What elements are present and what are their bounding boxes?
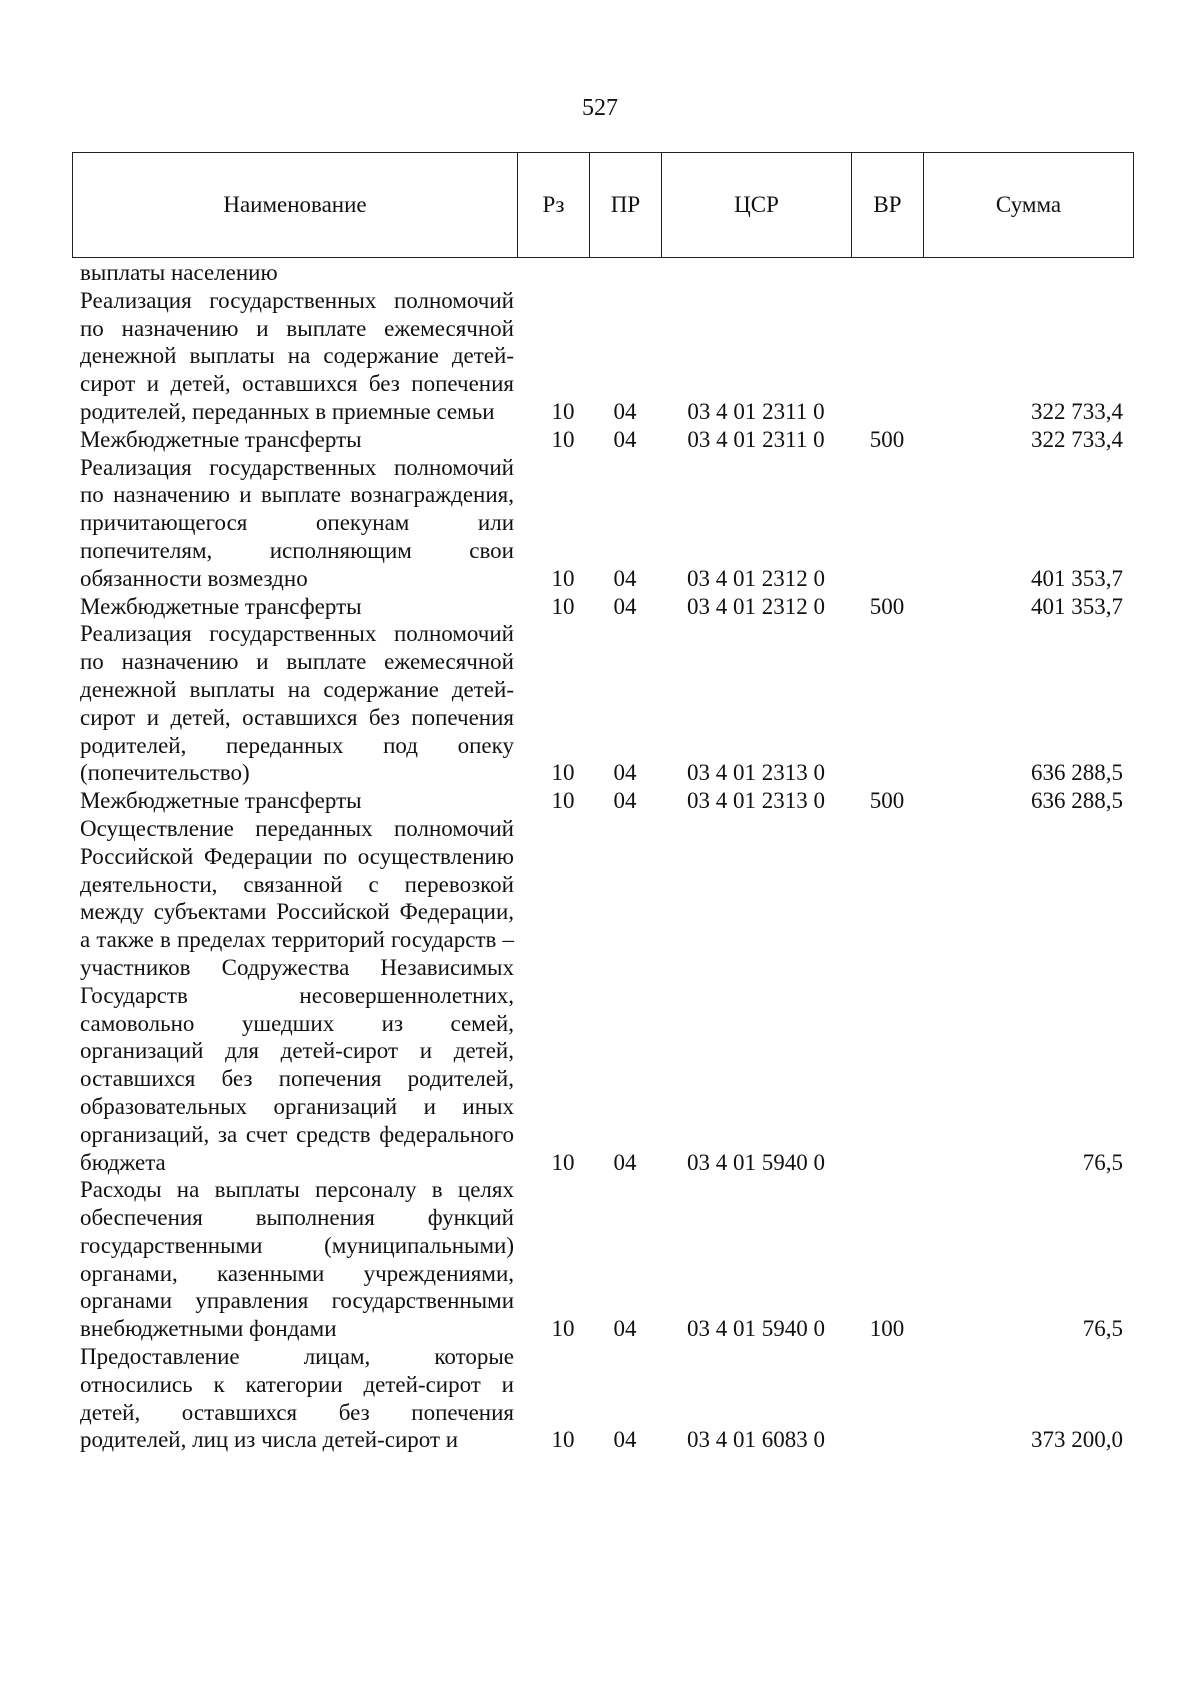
row-sum: 636 288,5	[1031, 788, 1123, 814]
row-vr: 500	[869, 788, 905, 814]
row-csr: 03 4 01 2312 0	[687, 565, 825, 591]
row-sum: 401 353,7	[1031, 593, 1123, 619]
row-csr: 03 4 01 2312 0	[687, 593, 825, 619]
row-rz: 10	[551, 426, 575, 452]
row-name: Осуществление переданных полномочий Российской Федерации по осуществлению деятельности, связанной с перевозкой между субъектами Российской Федерации, а также в пределах территорий государств – участников Содружества Независимых Государств несовершеннолетних, самовольно ушедших из семей, организаций для детей-сирот и детей, оставшихся без попечения родителей, образовательных организаций и иных организаций, за счет средств федерального бюджета	[80, 815, 514, 1175]
table-row	[72, 259, 1133, 287]
row-sum	[923, 259, 1133, 287]
row-vr	[851, 259, 923, 287]
table-row	[72, 1343, 1133, 1454]
row-name: Реализация государственных полномочий по назначению и выплате вознаграждения, причитающегося опекунам или попечителям, исполняющим свои обязанности возмездно	[80, 454, 514, 591]
row-rz: 10	[551, 593, 575, 619]
table-row	[72, 1176, 1133, 1343]
header-row	[73, 153, 1134, 258]
row-vr: 500	[869, 426, 905, 452]
header-vr: ВР	[852, 153, 924, 258]
row-rz: 10	[551, 398, 575, 424]
row-pr: 04	[613, 1427, 637, 1453]
header-sum: Сумма	[924, 153, 1134, 258]
row-name: Расходы на выплаты персоналу в целях обеспечения выполнения функций государственными (муниципальными) органами, казенными учреждениями, органами управления государственными внебюджетными фондами	[80, 1177, 514, 1342]
row-name: Реализация государственных полномочий по назначению и выплате ежемесячной денежной выплаты на содержание детей-сирот и детей, оставшихся без попечения родителей, переданных под опеку (попечительство)	[80, 621, 514, 786]
row-pr	[589, 259, 661, 287]
row-pr: 04	[613, 760, 637, 786]
row-csr: 03 4 01 2313 0	[687, 788, 825, 814]
row-pr: 04	[613, 398, 637, 424]
table-row	[72, 287, 1133, 426]
row-vr	[851, 287, 923, 426]
row-pr: 04	[613, 426, 637, 452]
row-pr: 04	[613, 1149, 637, 1175]
row-pr: 04	[613, 788, 637, 814]
header-name: Наименование	[73, 153, 518, 258]
row-sum: 636 288,5	[1031, 760, 1123, 786]
row-csr: 03 4 01 5940 0	[687, 1316, 825, 1342]
row-sum: 322 733,4	[1031, 426, 1123, 452]
table-row	[72, 787, 1133, 815]
budget-table-header	[72, 152, 1134, 258]
row-vr	[851, 1343, 923, 1454]
header-rz: Рз	[518, 153, 590, 258]
table-row	[72, 426, 1133, 454]
row-csr	[661, 259, 851, 287]
row-rz: 10	[551, 1427, 575, 1453]
header-csr: ЦСР	[662, 153, 852, 258]
row-name: Реализация государственных полномочий по назначению и выплате ежемесячной денежной выплаты на содержание детей-сирот и детей, оставшихся без попечения родителей, переданных в приемные семьи	[80, 287, 514, 424]
row-vr	[851, 620, 923, 787]
row-csr: 03 4 01 2311 0	[687, 426, 825, 452]
row-name: Межбюджетные трансферты	[80, 593, 362, 619]
page-number: 527	[582, 95, 618, 121]
row-pr: 04	[613, 1316, 637, 1342]
row-name: выплаты населению	[80, 260, 278, 285]
row-csr: 03 4 01 5940 0	[687, 1149, 825, 1175]
row-sum: 373 200,0	[1031, 1427, 1123, 1453]
row-csr: 03 4 01 6083 0	[687, 1427, 825, 1453]
table-row	[72, 620, 1133, 787]
table-row	[72, 815, 1133, 1176]
row-pr: 04	[613, 565, 637, 591]
row-vr: 500	[869, 593, 905, 619]
row-rz	[517, 259, 589, 287]
row-name: Предоставление лицам, которые относились к категории детей-сирот и детей, оставшихся без попечения родителей, лиц из числа детей-сирот и	[80, 1344, 514, 1453]
row-sum: 76,5	[1082, 1149, 1123, 1175]
row-vr	[851, 815, 923, 1176]
table-row	[72, 454, 1133, 593]
row-vr: 100	[869, 1316, 905, 1342]
row-csr: 03 4 01 2313 0	[687, 760, 825, 786]
row-pr: 04	[613, 593, 637, 619]
row-rz: 10	[551, 1316, 575, 1342]
row-rz: 10	[551, 1149, 575, 1175]
row-name: Межбюджетные трансферты	[80, 426, 362, 452]
row-rz: 10	[551, 788, 575, 814]
row-sum: 322 733,4	[1031, 398, 1123, 424]
row-sum: 401 353,7	[1031, 565, 1123, 591]
row-rz: 10	[551, 760, 575, 786]
row-rz: 10	[551, 565, 575, 591]
header-pr: ПР	[590, 153, 662, 258]
table-row	[72, 593, 1133, 621]
row-name: Межбюджетные трансферты	[80, 788, 362, 814]
budget-table-body	[72, 259, 1133, 1454]
row-vr	[851, 454, 923, 593]
row-csr: 03 4 01 2311 0	[687, 398, 825, 424]
row-sum: 76,5	[1082, 1316, 1123, 1342]
